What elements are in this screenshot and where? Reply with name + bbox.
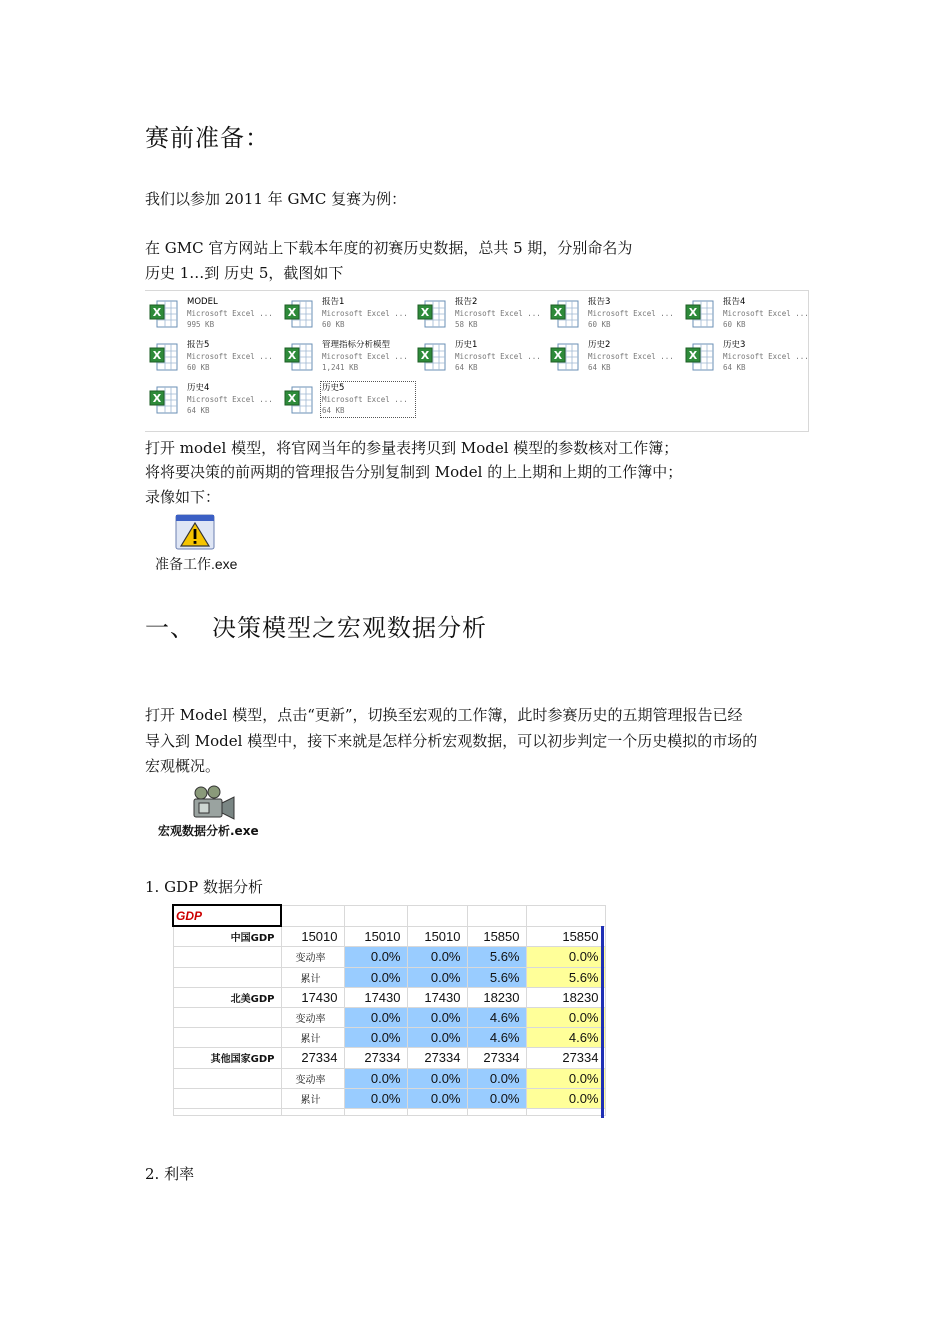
- excel-file-icon: [550, 297, 580, 329]
- row-label[interactable]: 北美GDP: [173, 987, 281, 1007]
- list-item-interest: 2. 利率: [145, 1165, 195, 1183]
- pct-cell[interactable]: 0.0%: [407, 967, 467, 987]
- gdp-value-cell[interactable]: 15850: [526, 926, 605, 947]
- steps-text-line1: 打开 model 模型，将官网当年的参量表拷贝到 Model 模型的参数核对工作簿；: [145, 439, 679, 457]
- empty-cell[interactable]: [173, 947, 281, 967]
- file-list-panel: [145, 290, 809, 432]
- file-item[interactable]: [683, 337, 813, 377]
- empty-cell[interactable]: [173, 1068, 281, 1088]
- svg-text:X: X: [152, 349, 162, 362]
- pct-cell[interactable]: 0.0%: [467, 1088, 526, 1108]
- section-heading-macro: 决策模型之宏观数据分析: [212, 614, 487, 642]
- file-size: 58 KB: [455, 320, 478, 329]
- empty-cell[interactable]: [281, 1108, 344, 1115]
- excel-file-icon: [284, 297, 314, 329]
- svg-text:X: X: [152, 306, 162, 319]
- pct-cell[interactable]: 0.0%: [344, 1068, 407, 1088]
- file-item[interactable]: [282, 294, 412, 334]
- file-size: 995 KB: [187, 320, 215, 329]
- file-size: 60 KB: [723, 320, 746, 329]
- pct-cell[interactable]: 0.0%: [407, 1007, 467, 1027]
- gdp-value-cell[interactable]: 17430: [344, 987, 407, 1007]
- pct-cell[interactable]: 0.0%: [526, 947, 605, 967]
- file-size: 60 KB: [588, 320, 611, 329]
- file-type: Microsoft Excel ...: [187, 352, 273, 361]
- macro-text-line2: 导入到 Model 模型中，接下来就是怎样分析宏观数据，可以初步判定一个历史模拟的市场的: [145, 732, 758, 750]
- file-item[interactable]: [147, 337, 277, 377]
- pct-cell[interactable]: 0.0%: [344, 947, 407, 967]
- pct-cell[interactable]: 0.0%: [526, 1068, 605, 1088]
- pct-cell[interactable]: 4.6%: [526, 1028, 605, 1048]
- file-item[interactable]: [282, 380, 412, 420]
- gdp-value-cell[interactable]: 15010: [407, 926, 467, 947]
- gdp-value-cell[interactable]: 17430: [281, 987, 344, 1007]
- gdp-value-cell[interactable]: 27334: [407, 1048, 467, 1068]
- gdp-value-cell[interactable]: 27334: [467, 1048, 526, 1068]
- excel-file-icon: [149, 383, 179, 415]
- section-heading-prep: 赛前准备：: [145, 124, 270, 152]
- empty-cell[interactable]: [467, 905, 526, 926]
- svg-text:X: X: [287, 349, 297, 362]
- pct-cell[interactable]: 4.6%: [467, 1007, 526, 1027]
- pct-cell[interactable]: 0.0%: [344, 1088, 407, 1108]
- gdp-value-cell[interactable]: 15010: [344, 926, 407, 947]
- file-type: Microsoft Excel ...: [588, 309, 674, 318]
- file-type: Microsoft Excel ...: [455, 309, 541, 318]
- excel-file-icon: [284, 383, 314, 415]
- svg-text:X: X: [688, 349, 698, 362]
- gdp-value-cell[interactable]: 17430: [407, 987, 467, 1007]
- file-size: 64 KB: [322, 406, 345, 415]
- row-sublabel[interactable]: 变动率: [281, 1068, 344, 1088]
- list-item-gdp: 1. GDP 数据分析: [145, 878, 263, 896]
- gdp-value-cell[interactable]: 27334: [526, 1048, 605, 1068]
- gdp-value-cell[interactable]: 18230: [467, 987, 526, 1007]
- file-name: 历史2: [588, 340, 611, 350]
- file-name: 管理指标分析模型: [322, 340, 391, 350]
- pct-cell[interactable]: 0.0%: [407, 947, 467, 967]
- svg-text:X: X: [553, 349, 563, 362]
- svg-text:X: X: [152, 392, 162, 405]
- exe-macro-label[interactable]: 宏观数据分析.exe: [158, 824, 259, 838]
- file-size: 1,241 KB: [322, 363, 359, 372]
- file-size: 64 KB: [455, 363, 478, 372]
- file-item[interactable]: [548, 337, 678, 377]
- gdp-value-cell[interactable]: 27334: [281, 1048, 344, 1068]
- empty-cell[interactable]: [344, 1108, 407, 1115]
- file-size: 64 KB: [187, 406, 210, 415]
- row-sublabel[interactable]: 累计: [281, 1088, 344, 1108]
- empty-cell[interactable]: [526, 905, 605, 926]
- file-item[interactable]: [415, 337, 545, 377]
- file-item[interactable]: [282, 337, 412, 377]
- file-size: 60 KB: [187, 363, 210, 372]
- file-item[interactable]: [415, 294, 545, 334]
- file-name: 报告4: [723, 297, 746, 307]
- row-sublabel[interactable]: 累计: [281, 1028, 344, 1048]
- row-label[interactable]: 中国GDP: [173, 926, 281, 947]
- exe-prep-label[interactable]: 准备工作.exe: [155, 556, 238, 572]
- pct-cell[interactable]: 5.6%: [467, 967, 526, 987]
- section-number-macro: 一、: [145, 614, 195, 642]
- gdp-value-cell[interactable]: 15010: [281, 926, 344, 947]
- file-type: Microsoft Excel ...: [322, 352, 408, 361]
- file-name: 报告5: [187, 340, 210, 350]
- empty-cell[interactable]: [526, 1108, 605, 1115]
- row-sublabel[interactable]: 累计: [281, 967, 344, 987]
- file-name: 报告2: [455, 297, 478, 307]
- file-type: Microsoft Excel ...: [723, 352, 809, 361]
- file-type: Microsoft Excel ...: [455, 352, 541, 361]
- svg-text:X: X: [553, 306, 563, 319]
- excel-file-icon: [284, 340, 314, 372]
- excel-file-icon: [685, 340, 715, 372]
- steps-text-line2: 将将要决策的前两期的管理报告分别复制到 Model 的上上期和上期的工作簿中；: [145, 463, 683, 481]
- svg-text:X: X: [420, 349, 430, 362]
- column-border: [601, 926, 604, 1118]
- steps-text-line3: 录像如下：: [145, 488, 221, 506]
- pct-cell[interactable]: 5.6%: [526, 967, 605, 987]
- download-text-line1: 在 GMC 官方网站上下载本年度的初赛历史数据，总共 5 期，分别命名为: [145, 239, 633, 257]
- excel-file-icon: [149, 340, 179, 372]
- pct-cell[interactable]: 0.0%: [467, 1068, 526, 1088]
- file-name: 历史4: [187, 383, 210, 393]
- row-sublabel[interactable]: 变动率: [281, 1007, 344, 1027]
- empty-cell[interactable]: [173, 1007, 281, 1027]
- warning-exe-icon[interactable]: [175, 514, 215, 550]
- macro-text-line1: 打开 Model 模型，点击“更新”，切换至宏观的工作簿，此时参赛历史的五期管理报告已经: [145, 706, 743, 724]
- empty-cell[interactable]: [407, 905, 467, 926]
- file-type: Microsoft Excel ...: [322, 309, 408, 318]
- svg-text:X: X: [420, 306, 430, 319]
- pct-cell[interactable]: 4.6%: [467, 1028, 526, 1048]
- empty-cell[interactable]: [173, 1028, 281, 1048]
- file-name: 历史5: [322, 383, 345, 393]
- sheet-header-gdp[interactable]: GDP: [173, 905, 281, 926]
- gdp-value-cell[interactable]: 15850: [467, 926, 526, 947]
- file-name: MODEL: [187, 297, 218, 307]
- empty-cell[interactable]: [173, 967, 281, 987]
- empty-cell[interactable]: [467, 1108, 526, 1115]
- video-camera-icon[interactable]: [190, 784, 236, 822]
- empty-cell[interactable]: [344, 905, 407, 926]
- gdp-value-cell[interactable]: 27334: [344, 1048, 407, 1068]
- excel-file-icon: [149, 297, 179, 329]
- gdp-spreadsheet: [172, 904, 604, 1118]
- svg-text:X: X: [688, 306, 698, 319]
- pct-cell[interactable]: 0.0%: [344, 1028, 407, 1048]
- excel-file-icon: [417, 297, 447, 329]
- file-item[interactable]: [147, 294, 277, 334]
- file-type: Microsoft Excel ...: [187, 309, 273, 318]
- file-size: 64 KB: [588, 363, 611, 372]
- pct-cell[interactable]: 0.0%: [344, 1007, 407, 1027]
- pct-cell[interactable]: 5.6%: [467, 947, 526, 967]
- file-name: 历史3: [723, 340, 746, 350]
- file-size: 64 KB: [723, 363, 746, 372]
- file-name: 历史1: [455, 340, 478, 350]
- download-text-line2: 历史 1…到 历史 5，截图如下: [145, 264, 344, 282]
- file-item[interactable]: [548, 294, 678, 334]
- row-label[interactable]: 其他国家GDP: [173, 1048, 281, 1068]
- pct-cell[interactable]: 0.0%: [407, 1068, 467, 1088]
- file-name: 报告1: [322, 297, 345, 307]
- row-sublabel[interactable]: 变动率: [281, 947, 344, 967]
- file-type: Microsoft Excel ...: [322, 395, 408, 404]
- svg-text:X: X: [287, 306, 297, 319]
- file-item[interactable]: [683, 294, 813, 334]
- pct-cell[interactable]: 0.0%: [526, 1088, 605, 1108]
- empty-cell[interactable]: [173, 1088, 281, 1108]
- gdp-value-cell[interactable]: 18230: [526, 987, 605, 1007]
- pct-cell[interactable]: 0.0%: [526, 1007, 605, 1027]
- file-type: Microsoft Excel ...: [723, 309, 809, 318]
- file-type: Microsoft Excel ...: [588, 352, 674, 361]
- empty-cell[interactable]: [173, 1108, 281, 1115]
- svg-text:X: X: [287, 392, 297, 405]
- file-name: 报告3: [588, 297, 611, 307]
- excel-file-icon: [685, 297, 715, 329]
- pct-cell[interactable]: 0.0%: [407, 1088, 467, 1108]
- file-type: Microsoft Excel ...: [187, 395, 273, 404]
- excel-file-icon: [550, 340, 580, 372]
- excel-file-icon: [417, 340, 447, 372]
- intro-text: 我们以参加 2011 年 GMC 复赛为例：: [145, 190, 407, 208]
- pct-cell[interactable]: 0.0%: [344, 967, 407, 987]
- pct-cell[interactable]: 0.0%: [407, 1028, 467, 1048]
- empty-cell[interactable]: [281, 905, 344, 926]
- file-item[interactable]: [147, 380, 277, 420]
- empty-cell[interactable]: [407, 1108, 467, 1115]
- file-size: 60 KB: [322, 320, 345, 329]
- macro-text-line3: 宏观概况。: [145, 757, 221, 775]
